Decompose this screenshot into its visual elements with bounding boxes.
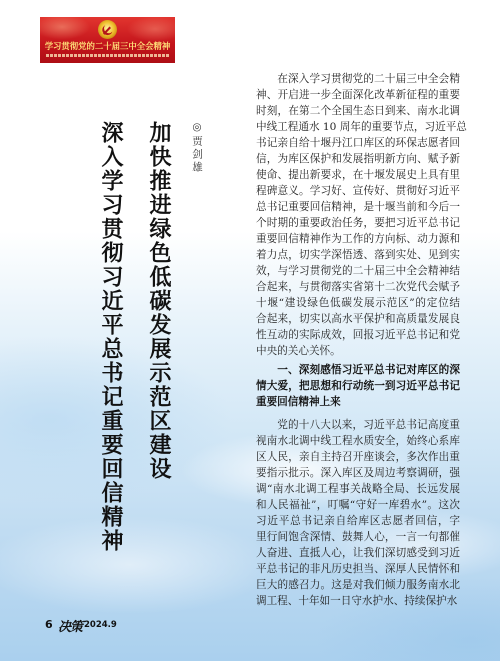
column-banner [40, 17, 175, 63]
text-line: 合起来，与贯彻落实省第十二次党代会赋予 [256, 281, 460, 293]
banner-subline-decoration [46, 54, 169, 57]
text-line: 个时期的重要政治任务，要把习近平总书记 [256, 217, 460, 229]
page-number: 6 [45, 618, 53, 631]
text-line: 和人民福祉”，叮嘱“守好一库碧水”。这次 [256, 499, 460, 511]
text-line: 巨大的感召力。这是对我们倾力服务南水北 [256, 579, 460, 591]
text-line: 情大爱，把思想和行动统一到习近平总书记 [256, 380, 460, 392]
text-line: 人奋进、直抵人心，让我们深切感受到习近 [256, 547, 460, 559]
headline-line-1: 加快推进绿色低碳发展示范区建设 [146, 121, 171, 481]
text-line: 调“南水北调工程事关战略全局、长远发展 [256, 483, 460, 495]
text-line: 十堰“建设绿色低碳发展示范区”的定位结 [256, 297, 460, 309]
text-line: 着力点，切实学深悟透、落到实处、见到实 [256, 249, 460, 261]
issue-number: 2024.9 [84, 620, 117, 630]
text-line: 重要回信精神作为工作的方向标、动力源和 [256, 233, 460, 245]
text-line: 性互动的实际成效，回报习近平总书记和党 [256, 329, 460, 341]
author-byline: ◎贾剑雄 [191, 121, 203, 175]
page-footer [42, 617, 122, 633]
text-line: 神、开启进一步全面深化改革新征程的重要 [256, 89, 460, 101]
text-line: 合起来，切实以高水平保护和高质量发展良 [256, 313, 460, 325]
text-line: 调工程、十年如一日守水护水、持续保护水 [256, 595, 458, 607]
section-heading [256, 362, 460, 410]
text-line: 信，为库区保护和发展指明新方向、赋予新 [256, 153, 460, 165]
magazine-logo: 决策 [58, 620, 83, 635]
text-line: 在深入学习贯彻党的二十届三中全会精 [277, 73, 460, 85]
text-line: 里行间饱含深情、鼓舞人心，一言一句都催 [256, 531, 460, 543]
text-line: 习近平总书记亲自给库区志愿者回信，字 [256, 515, 460, 527]
text-line: 视南水北调中线工程水质安全，始终心系库 [256, 435, 460, 447]
text-line: 要指示批示。深入库区及周边考察调研，强 [256, 467, 460, 479]
text-line: 程碑意义。学习好、宣传好、贯彻好习近平 [256, 185, 460, 197]
text-line: 使命、提出新要求，在十堰发展史上具有里 [256, 169, 460, 181]
party-emblem-icon [97, 19, 118, 40]
text-line: 时刻，在第二个全国生态日到来、南水北调 [256, 105, 460, 117]
text-line: 效，与学习贯彻党的二十届三中全会精神结 [256, 265, 460, 277]
body-paragraph [256, 417, 460, 609]
text-line: 一、深刻感悟习近平总书记对库区的深 [277, 364, 460, 376]
text-line: 总书记重要回信精神，是十堰当前和今后一 [256, 201, 460, 213]
banner-title: 学习贯彻党的二十届三中全会精神 [44, 41, 171, 51]
text-line: 中线工程通水 10 周年的重要节点，习近平总 [256, 121, 467, 133]
text-line: 书记亲自给十堰丹江口库区的环保志愿者回 [256, 137, 460, 149]
text-line: 中央的关心关怀。 [256, 345, 341, 357]
text-line: 党的十八大以来，习近平总书记高度重 [277, 419, 460, 431]
text-line: 重要回信精神上来 [256, 396, 341, 408]
headline-line-2: 深入学习贯彻习近平总书记重要回信精神 [98, 121, 123, 553]
body-paragraph [256, 71, 467, 359]
text-line: 区人民，亲自主持召开座谈会，多次作出重 [256, 451, 460, 463]
text-line: 平总书记的非凡历史担当、深厚人民情怀和 [256, 563, 460, 575]
article-body [256, 71, 467, 609]
